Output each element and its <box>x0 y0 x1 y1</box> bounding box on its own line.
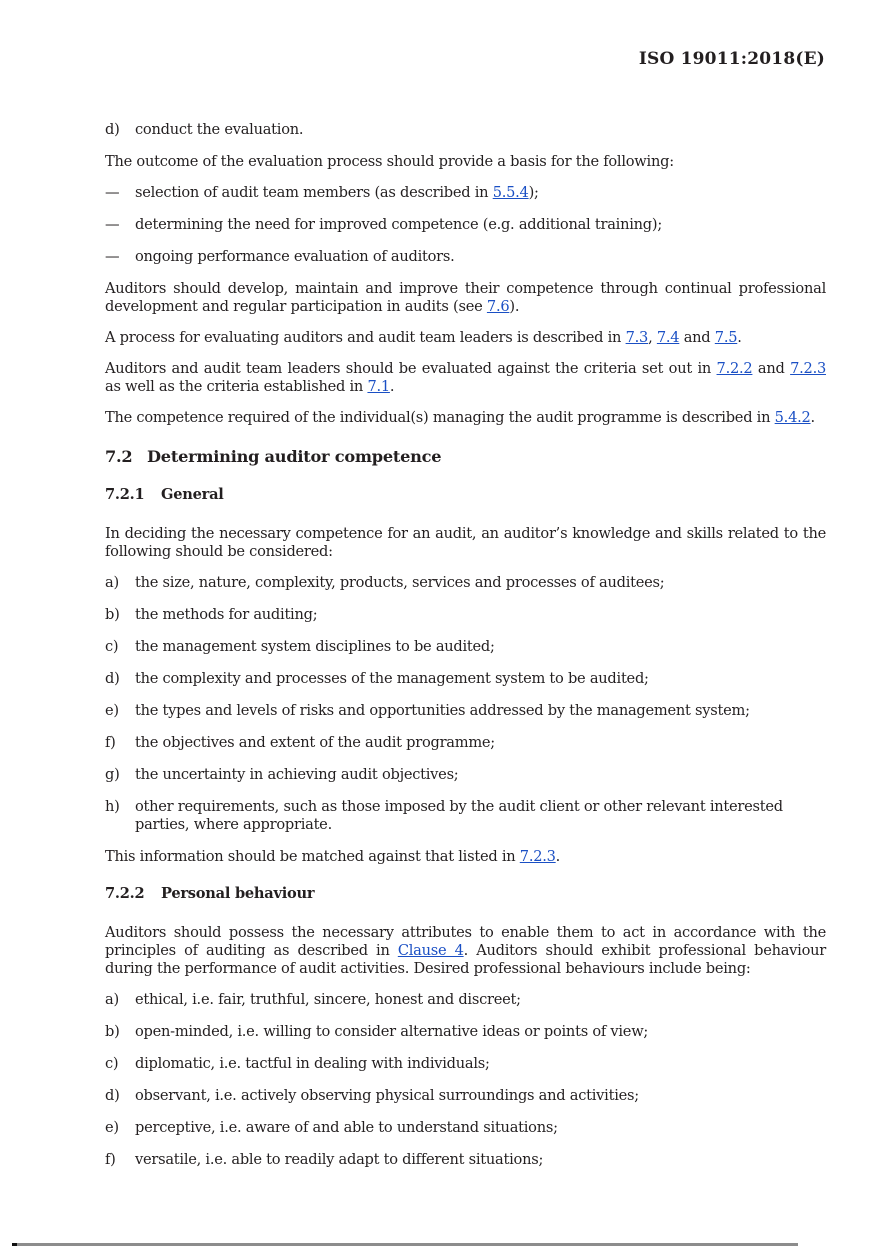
list-item <box>105 574 826 592</box>
list-item <box>105 121 826 139</box>
list-marker: d) <box>105 121 120 138</box>
list-item <box>105 1119 826 1137</box>
list-text: versatile, i.e. able to readily adapt to different situations; <box>135 1151 544 1168</box>
bullet-text-end: ); <box>528 184 539 201</box>
document-id-header: ISO 19011:2018(E) <box>638 49 825 69</box>
subsection-heading-7-2-1 <box>105 486 826 504</box>
text: This information should be matched against that listed in <box>105 848 520 865</box>
list-text: conduct the evaluation. <box>135 121 304 138</box>
list-marker: f) <box>105 1151 116 1168</box>
link-7-2-3[interactable]: 7.2.3 <box>790 360 826 377</box>
paragraph-general-intro: In deciding the necessary competence for an audit, an auditor’s knowledge and skills related to the following should be considered: <box>105 525 826 560</box>
link-7-2-2[interactable]: 7.2.2 <box>716 360 753 377</box>
subsection-number: 7.2.1 <box>105 486 145 503</box>
link-5-5-4[interactable]: 5.5.4 <box>492 184 529 201</box>
list-item <box>105 606 826 624</box>
bullet-text: determining the need for improved competence (e.g. additional training); <box>135 216 662 233</box>
list-text: open-minded, i.e. willing to consider alternative ideas or points of view; <box>135 1023 649 1040</box>
link-7-3[interactable]: 7.3 <box>625 329 649 346</box>
text: . <box>810 409 815 426</box>
list-item <box>105 798 826 834</box>
list-marker: f) <box>105 734 116 751</box>
list-marker: h) <box>105 798 120 815</box>
section-heading-7-2 <box>105 448 826 466</box>
dash-marker: — <box>105 184 120 201</box>
list-item <box>105 1023 826 1041</box>
list-item <box>105 991 826 1009</box>
paragraph-general-closing <box>105 848 826 866</box>
list-marker: b) <box>105 606 120 623</box>
list-text: other requirements, such as those imposed by the audit client or other relevant interested parties, where appropriate. <box>135 798 783 833</box>
list-text: the methods for auditing; <box>135 606 318 623</box>
list-item <box>105 1055 826 1073</box>
text: as well as the criteria established in <box>105 378 368 395</box>
list-text: ethical, i.e. fair, truthful, sincere, honest and discreet; <box>135 991 521 1008</box>
list-marker: d) <box>105 1087 120 1104</box>
paragraph-outcome: The outcome of the evaluation process should provide a basis for the following: <box>105 153 674 170</box>
list-item <box>105 1087 826 1105</box>
list-marker: a) <box>105 574 119 591</box>
list-marker: g) <box>105 766 120 783</box>
list-marker: c) <box>105 638 119 655</box>
paragraph-programme <box>105 409 826 427</box>
link-7-2-3[interactable]: 7.2.3 <box>519 848 556 865</box>
list-marker: b) <box>105 1023 120 1040</box>
dash-marker: — <box>105 216 120 233</box>
text: The competence required of the individual(s) managing the audit programme is described in <box>105 409 775 426</box>
list-item <box>105 702 826 720</box>
list-marker: a) <box>105 991 119 1008</box>
text: Auditors and audit team leaders should be evaluated against the criteria set out in <box>105 360 717 377</box>
subsection-heading-7-2-2 <box>105 885 826 903</box>
list-text: the complexity and processes of the management system to be audited; <box>135 670 649 687</box>
bullet-item <box>105 216 826 234</box>
list-item <box>105 1151 826 1169</box>
list-text: the types and levels of risks and opportunities addressed by the management system; <box>135 702 750 719</box>
link-7-4[interactable]: 7.4 <box>656 329 680 346</box>
section-title: Determining auditor competence <box>147 447 442 466</box>
section-number: 7.2 <box>105 447 133 466</box>
document-body <box>105 121 826 1183</box>
list-item <box>105 638 826 656</box>
text: . Auditors should exhibit professional behaviour during the performance of audit activities. Desired professional behaviours include being: <box>105 942 827 977</box>
list-marker: d) <box>105 670 120 687</box>
link-clause-4[interactable]: Clause 4 <box>397 942 464 959</box>
list-item <box>105 766 826 784</box>
text: . <box>555 848 561 865</box>
list-text: perceptive, i.e. aware of and able to understand situations; <box>135 1119 558 1136</box>
list-text: observant, i.e. actively observing physical surroundings and activities; <box>135 1087 639 1104</box>
bullet-item <box>105 184 826 202</box>
link-7-6[interactable]: 7.6 <box>486 298 510 315</box>
subsection-number: 7.2.2 <box>105 885 145 902</box>
list-marker: e) <box>105 1119 119 1136</box>
bullet-text: ongoing performance evaluation of auditors. <box>135 248 455 265</box>
text: ). <box>509 298 520 315</box>
link-5-4-2[interactable]: 5.4.2 <box>774 409 811 426</box>
text: . <box>389 378 395 395</box>
text: Auditors should develop, maintain and improve their competence through continual professional development and regular participation in audits (see <box>105 280 826 315</box>
horizontal-scrollbar[interactable] <box>12 1243 798 1246</box>
list-text: diplomatic, i.e. tactful in dealing with individuals; <box>135 1055 490 1072</box>
subsection-title: Personal behaviour <box>161 885 315 902</box>
text: and <box>679 329 715 346</box>
list-text: the objectives and extent of the audit programme; <box>135 734 495 751</box>
paragraph-criteria <box>105 360 826 396</box>
list-item <box>105 734 826 752</box>
text: A process for evaluating auditors and audit team leaders is described in <box>105 329 626 346</box>
dash-marker: — <box>105 248 120 265</box>
paragraph-develop <box>105 280 826 316</box>
paragraph-behaviour-intro <box>105 924 826 978</box>
bullet-item <box>105 248 826 266</box>
link-7-1[interactable]: 7.1 <box>367 378 390 395</box>
text: Auditors should possess the necessary attributes to enable them to act in accordance with the principles of auditing as described in <box>105 924 826 959</box>
text: . <box>737 329 742 346</box>
list-marker: e) <box>105 702 119 719</box>
list-text: the uncertainty in achieving audit objectives; <box>135 766 459 783</box>
subsection-title: General <box>161 486 224 503</box>
list-item <box>105 670 826 688</box>
scrollbar-thumb[interactable] <box>12 1243 17 1246</box>
text: and <box>752 360 791 377</box>
link-7-5[interactable]: 7.5 <box>714 329 738 346</box>
list-text: the management system disciplines to be audited; <box>135 638 495 655</box>
paragraph-process <box>105 329 826 347</box>
text: , <box>648 329 657 346</box>
bullet-text: selection of audit team members (as described in <box>135 184 493 201</box>
list-text: the size, nature, complexity, products, services and processes of auditees; <box>135 574 665 591</box>
list-marker: c) <box>105 1055 119 1072</box>
